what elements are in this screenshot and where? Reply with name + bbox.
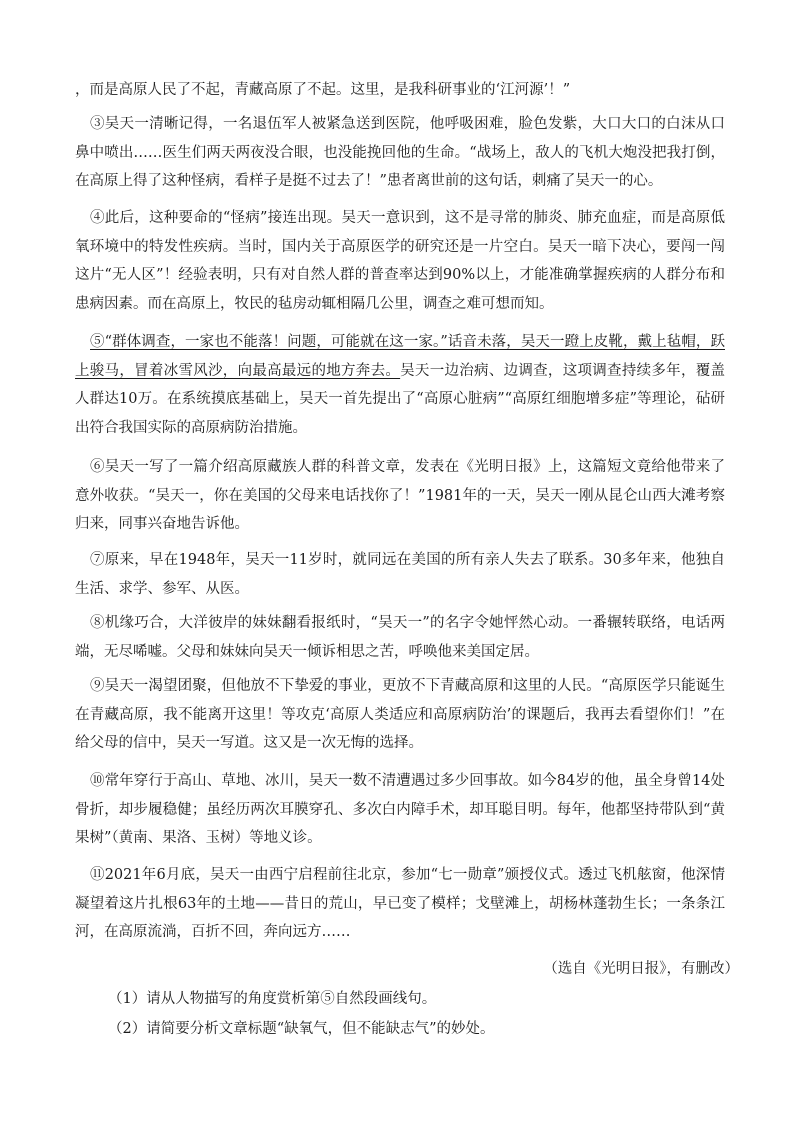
paragraph-10: ⑩常年穿行于高山、草地、冰川，吴天一数不清遭遇过多少回事故。如今84岁的他，虽全身曾14处骨折，却步履稳健；虽经历两次耳膜穿孔、多次白内障手术，却耳聪目明。每年，他都坚持带队到“黄果树”（黄南、果洛、玉树）等地义诊。	[75, 773, 725, 846]
paragraph-8: ⑧机缘巧合，大洋彼岸的妹妹翻看报纸时，“吴天一”的名字令她怦然心动。一番辗转联络，电话两端，无尽唏嘘。父母和妹妹向吴天一倾诉相思之苦，呼唤他来美国定居。	[75, 615, 725, 660]
question-2: （2）请简要分析文章标题“缺氧气，但不能缺志气”的妙处。	[108, 1021, 495, 1037]
underlined-sentence: ⑤“群体调查，一家也不能落！问题，可能就在这一家。”话音未落，吴天一蹬上皮靴，戴上毡帽，跃上骏马，冒着冰雪风沙，向最高最远的地方奔去。	[75, 334, 725, 379]
paragraph-7: ⑦原来，早在1948年，吴天一11岁时，就同远在美国的所有亲人失去了联系。30多年来，他独自生活、求学、参军、从医。	[75, 552, 725, 597]
paragraph-11: ⑪2021年6月底，吴天一由西宁启程前往北京，参加“七一勋章”颁授仪式。透过飞机舷窗，他深情凝望着这片扎根63年的土地——昔日的荒山，早已变了模样；戈壁滩上，胡杨林蓬勃生长；一条条江河，在高原流淌，百折不回，奔向远方……	[75, 867, 725, 940]
paragraph-3: ③吴天一清晰记得，一名退伍军人被紧急送到医院，他呼吸困难，脸色发紫，大口大口的白沫从口鼻中喷出……医生们两天两夜没合眼，也没能挽回他的生命。“战场上，敌人的飞机大炮没把我打倒，在高原上得了这种怪病，看样子是挺不过去了！”患者离世前的这句话，刺痛了吴天一的心。	[75, 116, 725, 189]
paragraph-5-rest: 吴天一边治病、边调查，这项调查持续多年，覆盖人群达10万。在系统摸底基础上，吴天一首先提出了“高原心脏病”“高原红细胞增多症”等理论，砧研出符合我国实际的高原病防治措施。	[75, 362, 725, 436]
paragraph-4: ④此后，这种要命的“怪病”接连出现。吴天一意识到，这不是寻常的肺炎、肺充血症，而是高原低氧环境中的特发性疾病。当时，国内关于高原医学的研究还是一片空白。吴天一暗下决心，要闯一闯这片“无人区”！经验表明，只有对自然人群的普查率达到90%以上，才能准确掌握疾病的人群分布和患病因素。而在高原上，牧民的毡房动辄相隔几公里，调查之难可想而知。	[75, 210, 725, 312]
paragraph-continuation: ，而是高原人民了不起，青藏高原了不起。这里，是我科研事业的‘江河源’！”	[75, 82, 571, 98]
question-1: （1）请从人物描写的角度赏析第⑤自然段画线句。	[108, 991, 437, 1007]
paragraph-6: ⑥吴天一写了一篇介绍高原藏族人群的科普文章，发表在《光明日报》上，这篇短文竟给他带来了意外收获。“吴天一，你在美国的父母来电话找你了！”1981年的一天，吴天一刚从昆仑山西大滩考察归来，同事兴奋地告诉他。	[75, 459, 725, 532]
paragraph-5	[75, 328, 725, 442]
paragraph-9: ⑨吴天一渴望团聚，但他放不下挚爱的事业，更放不下青藏高原和这里的人民。“高原医学只能诞生在青藏高原，我不能离开这里！等攻克‘高原人类适应和高原病防治’的课题后，我再去看望你们！”在给父母的信中，吴天一写道。这又是一次无悔的选择。	[75, 678, 725, 751]
source-citation: （选自《光明日报》，有删改）	[543, 961, 739, 977]
